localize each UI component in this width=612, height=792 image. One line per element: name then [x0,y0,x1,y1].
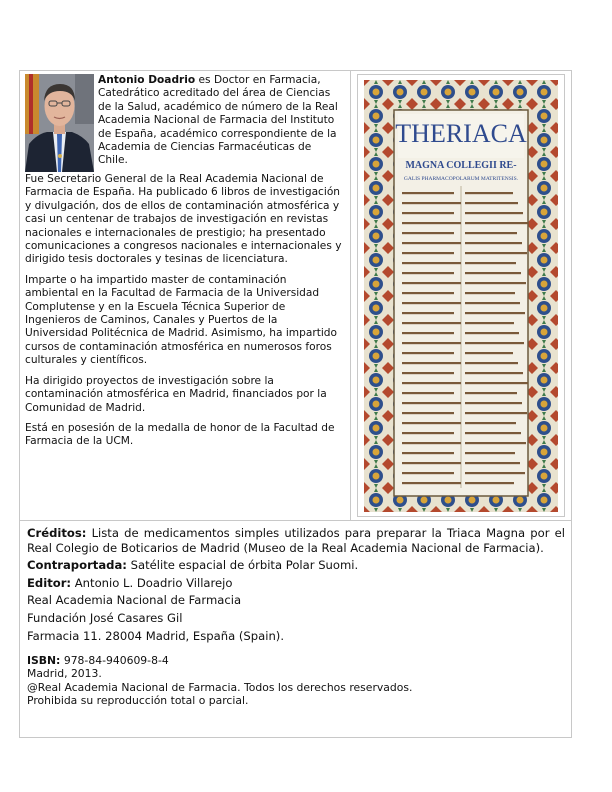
bio-column [25,74,343,456]
ingredient-entry [402,242,461,244]
ingredient-entry [402,382,461,384]
ingredient-entry [402,202,461,204]
ingredient-entry [465,312,525,314]
credits-text: Lista de medicamentos simples utilizados para preparar la Triaca Magna por el Real Colegio de Boticarios de Madrid (Museo de la Real Academia Nacional de Farmacia). [27,526,565,555]
ingredient-entry [402,282,461,284]
ingredient-entry [402,482,461,484]
ingredient-entry [402,252,454,254]
ingredient-entry [402,222,461,224]
cover-image-frame [357,74,565,517]
ingredient-entry [402,312,454,314]
editor-label: Editor: [27,575,72,590]
ingredient-entry [402,362,461,364]
author-name: Antonio Doadrio [98,74,196,86]
ingredient-entry [402,332,454,334]
ingredient-entry [402,442,461,444]
ingredient-entry [402,392,454,394]
painting-subtitle-2: GALIS PHARMACOPOLARUM MATRITENSIS. [403,176,519,182]
ingredient-entry [465,262,516,264]
ingredient-entry [465,432,521,434]
ingredient-entry [465,462,520,464]
ingredient-entry [402,272,454,274]
ingredient-entry [402,232,454,234]
ingredient-entry [465,342,524,344]
ingredient-entry [402,192,454,194]
credits-label: Créditos: [27,526,87,540]
painting-title: THERIACA [395,119,527,148]
ingredient-entry [465,232,517,234]
ingredient-entry [402,302,461,304]
ingredient-entry [465,192,513,194]
ingredient-entry [465,472,525,474]
isbn-value: 978-84-940609-8-4 [60,654,169,668]
author-photo [25,74,94,172]
ingredient-entry [465,422,516,424]
publisher-line-1: Real Academia Nacional de Farmacia [27,593,242,608]
ingredient-entry [402,452,454,454]
bio-paragraph-3: Ha dirigido proyectos de investigación sobre la contaminación atmosférica en Madrid, financiados por la Comunidad de Madrid. [25,374,327,414]
publisher-line-2: Fundación José Casares Gil [27,610,183,625]
credits-paragraph [27,526,565,555]
ingredient-entry [465,202,518,204]
ingredient-entry [465,302,520,304]
bio-paragraph-1: Fue Secretario General de la Real Academia Nacional de Farmacia de España. Ha publicado 6 libros de investigación y divulgación, dos de ellos de contaminación atmosférica y casi un centenar de trabajos de investigación en revistas nacionales e internacionales de prestigio; ha presentado comunicaciones a congresos nacionales e internacionales y dirigido tesis doctorales y tesinas de licenciatura. [25,173,342,266]
ingredient-entry [402,402,461,404]
ingredient-entry [465,252,527,254]
publisher-address: Farmacia 11. 28004 Madrid, España (Spain). [27,628,285,643]
back-cover-text: Satélite espacial de órbita Polar Suomi. [126,558,359,573]
ingredient-entry [402,412,454,414]
ingredient-entry [465,322,514,324]
ingredient-entry [402,352,454,354]
ingredient-entry [465,222,528,224]
isbn-label: ISBN: [27,654,61,668]
ingredient-entry [465,372,523,374]
ingredient-entry [465,482,514,484]
ingredient-entry [465,282,526,284]
credits-section [27,526,565,707]
bio-intro-text: es Doctor en Farmacia, Catedrático acreditado del área de Ciencias de la Salud, académico de número de la Real Academia Nacional de Farmacia del Instituto de España, académico correspondiente de la Academia de Ciencias Farmacéuticas de Chile. [98,74,338,167]
ingredient-entry [402,322,461,324]
ingredient-entry [402,372,454,374]
ingredient-entry [465,332,519,334]
ingredient-entry [465,272,521,274]
bio-paragraph-4: Está en posesión de la medalla de honor de la Facultad de Farmacia de la UCM. [25,421,335,448]
ingredient-entry [465,412,527,414]
editor-line [27,576,565,591]
bio-paragraph-2: Imparte o ha impartido master de contaminación ambiental en la Facultad de Farmacia de la Universidad Complutense y en la Escuela Técnica Superior de Ingenieros de Caminos, Canales y Puertos de la Universidad Politécnica de Madrid. Asimismo, ha impartido cursos de contaminación atmosférica en numerosos foros culturales y científicos. [25,273,338,367]
ingredient-entry [402,462,461,464]
ingredient-entry [465,442,526,444]
ingredient-entry [465,392,517,394]
ingredient-entry [465,242,522,244]
ingredient-entry [465,362,518,364]
rights-notice: @Real Academia Nacional de Farmacia. Todos los derechos reservados. [27,680,413,694]
ingredient-entry [402,212,454,214]
bio-intro [98,74,343,172]
place-year: Madrid, 2013. [27,667,102,681]
back-cover-line [27,558,565,573]
ingredient-entry [402,472,454,474]
ingredient-entry [465,212,523,214]
ingredient-entry [402,262,461,264]
ingredient-entry [465,382,528,384]
editor-text: Antonio L. Doadrio Villarejo [71,575,233,590]
theriaca-tile-painting [364,80,558,512]
back-cover-label: Contraportada: [27,558,127,573]
prohibition-notice: Prohibida su reproducción total o parcial. [27,693,249,707]
ingredient-entry [465,402,522,404]
ingredient-entry [465,452,515,454]
painting-subtitle: MAGNA COLLEGII RE- [405,160,517,171]
ingredient-entry [402,422,461,424]
isbn-line [27,654,565,667]
ingredient-entry [402,342,461,344]
ingredient-entry [465,352,513,354]
column-divider [350,70,351,521]
ingredient-entry [402,292,454,294]
ingredient-entry [402,432,454,434]
ingredient-entry [465,292,515,294]
